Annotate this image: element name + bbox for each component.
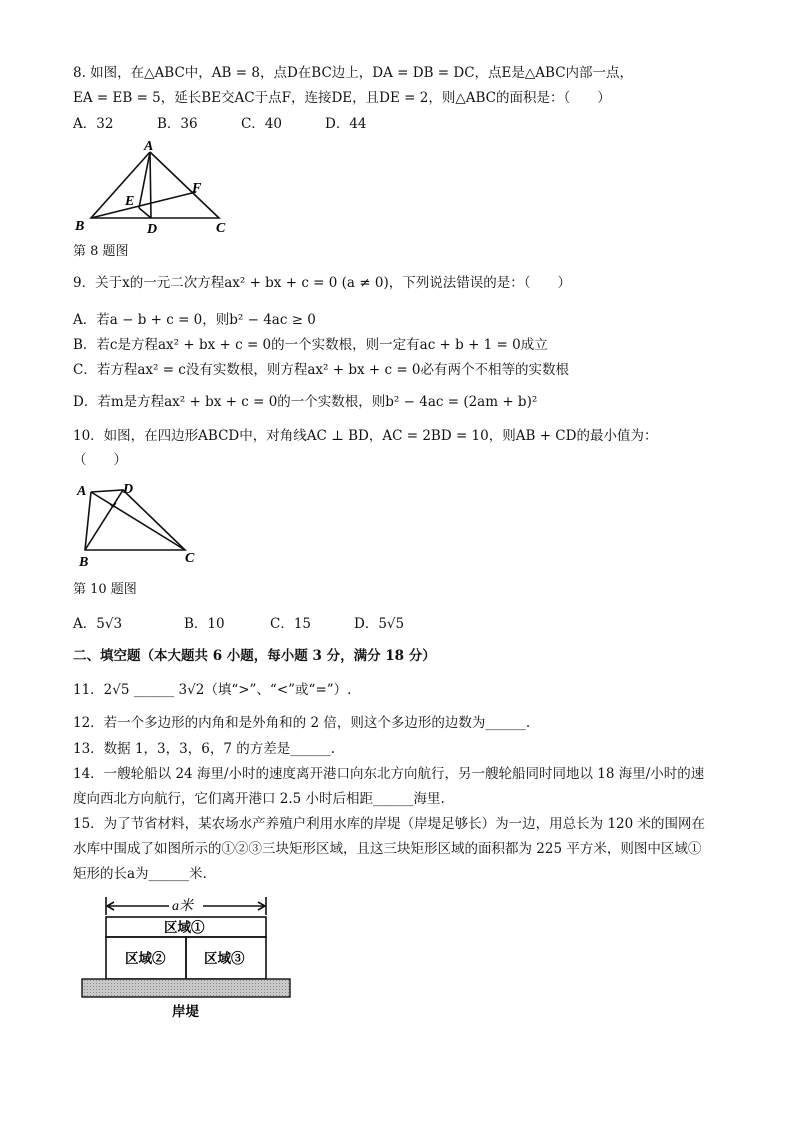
q8-option-c: C．40 <box>241 116 283 132</box>
q8-label-c: C <box>216 221 226 236</box>
q10-option-a: A．5√3 <box>73 616 123 632</box>
q8-option-a: A．32 <box>73 116 114 132</box>
q14-line-1: 14．一艘轮船以 24 海里/小时的速度离开港口向东北方向航行，另一艘轮船同时同地以 18 海里/小时的速 <box>73 766 705 782</box>
q10-option-d: D．5√5 <box>354 616 405 632</box>
q9-option-b: B．若c是方程ax² + bx + c = 0的一个实数根，则一定有ac + b + 1 = 0成立 <box>73 337 548 353</box>
q8-option-d: D．44 <box>325 116 367 132</box>
q15-region-2-label: 区域② <box>125 951 166 966</box>
section-2-heading: 二、填空题（本大题共 6 小题，每小题 3 分，满分 18 分） <box>73 648 436 664</box>
q13: 13．数据 1，3，3，6，7 的方差是______. <box>73 741 335 757</box>
q8-label-b: B <box>75 219 85 234</box>
q10-option-b: B．10 <box>184 616 225 632</box>
q10-option-c: C．15 <box>270 616 312 632</box>
q9-option-d: D．若m是方程ax² + bx + c = 0的一个实数根，则b² − 4ac = (2am + b)² <box>73 394 538 410</box>
q10-label-b: B <box>79 555 89 570</box>
q8-label-a: A <box>144 139 154 154</box>
q9-option-a: A．若a − b + c = 0，则b² − 4ac ≥ 0 <box>73 312 316 328</box>
q10-caption: 第 10 题图 <box>73 582 137 597</box>
q8-line-2: EA = EB = 5，延长BE交AC于点F，连接DE，且DE = 2，则△ABC的面积是：（ ） <box>73 90 611 106</box>
q15-line-1: 15．为了节省材料，某农场水产养殖户利用水库的岸堤（岸堤足够长）为一边，用总长为 120 米的围网在 <box>73 816 706 832</box>
q10-label-c: C <box>185 551 195 566</box>
q15-region-1-label: 区域① <box>164 920 205 935</box>
q10-label-d: D <box>123 482 134 497</box>
q8-label-f: F <box>192 181 202 196</box>
q9-stem: 9．关于x的一元二次方程ax² + bx + c = 0 (a ≠ 0)，下列说法错误的是：（ ） <box>73 275 571 291</box>
q8-triangle-figure <box>73 138 243 236</box>
q15-region-3-label: 区域③ <box>204 951 245 966</box>
q15-bank-label: 岸堤 <box>172 1004 199 1019</box>
q9-option-c: C．若方程ax² = c没有实数根，则方程ax² + bx + c = 0必有两个不相等的实数根 <box>73 362 570 378</box>
q12: 12．若一个多边形的内角和是外角和的 2 倍，则这个多边形的边数为______. <box>73 715 531 731</box>
q15-line-3: 矩形的长a为______米. <box>73 866 207 882</box>
q8-label-d: D <box>147 222 158 236</box>
q10-quadrilateral-figure <box>73 478 203 574</box>
q15-pen-figure <box>78 893 300 1023</box>
q15-bank-strip <box>82 979 290 997</box>
q10-line-1: 10．如图，在四边形ABCD中，对角线AC ⊥ BD，AC = 2BD = 10，则AB + CD的最小值为： <box>73 428 658 444</box>
q8-line-1: 8. 如图，在△ABC中，AB = 8，点D在BC边上，DA = DB = DC，点E是△ABC内部一点， <box>73 65 634 81</box>
q14-line-2: 度向西北方向航行，它们离开港口 2.5 小时后相距______海里. <box>73 791 445 807</box>
q8-label-e: E <box>125 194 135 209</box>
q15-line-2: 水库中围成了如图所示的①②③三块矩形区域，且这三块矩形区域的面积都为 225 平方米，则图中区域① <box>73 841 702 857</box>
q10-line-2: （ ） <box>73 452 127 468</box>
q8-caption: 第 8 题图 <box>73 244 129 259</box>
q8-option-b: B．36 <box>157 116 198 132</box>
q10-label-a: A <box>77 484 87 499</box>
q11: 11．2√5 ______ 3√2（填“>”、“<”或“=”）. <box>73 682 352 698</box>
q15-top-label: a米 <box>172 899 193 914</box>
